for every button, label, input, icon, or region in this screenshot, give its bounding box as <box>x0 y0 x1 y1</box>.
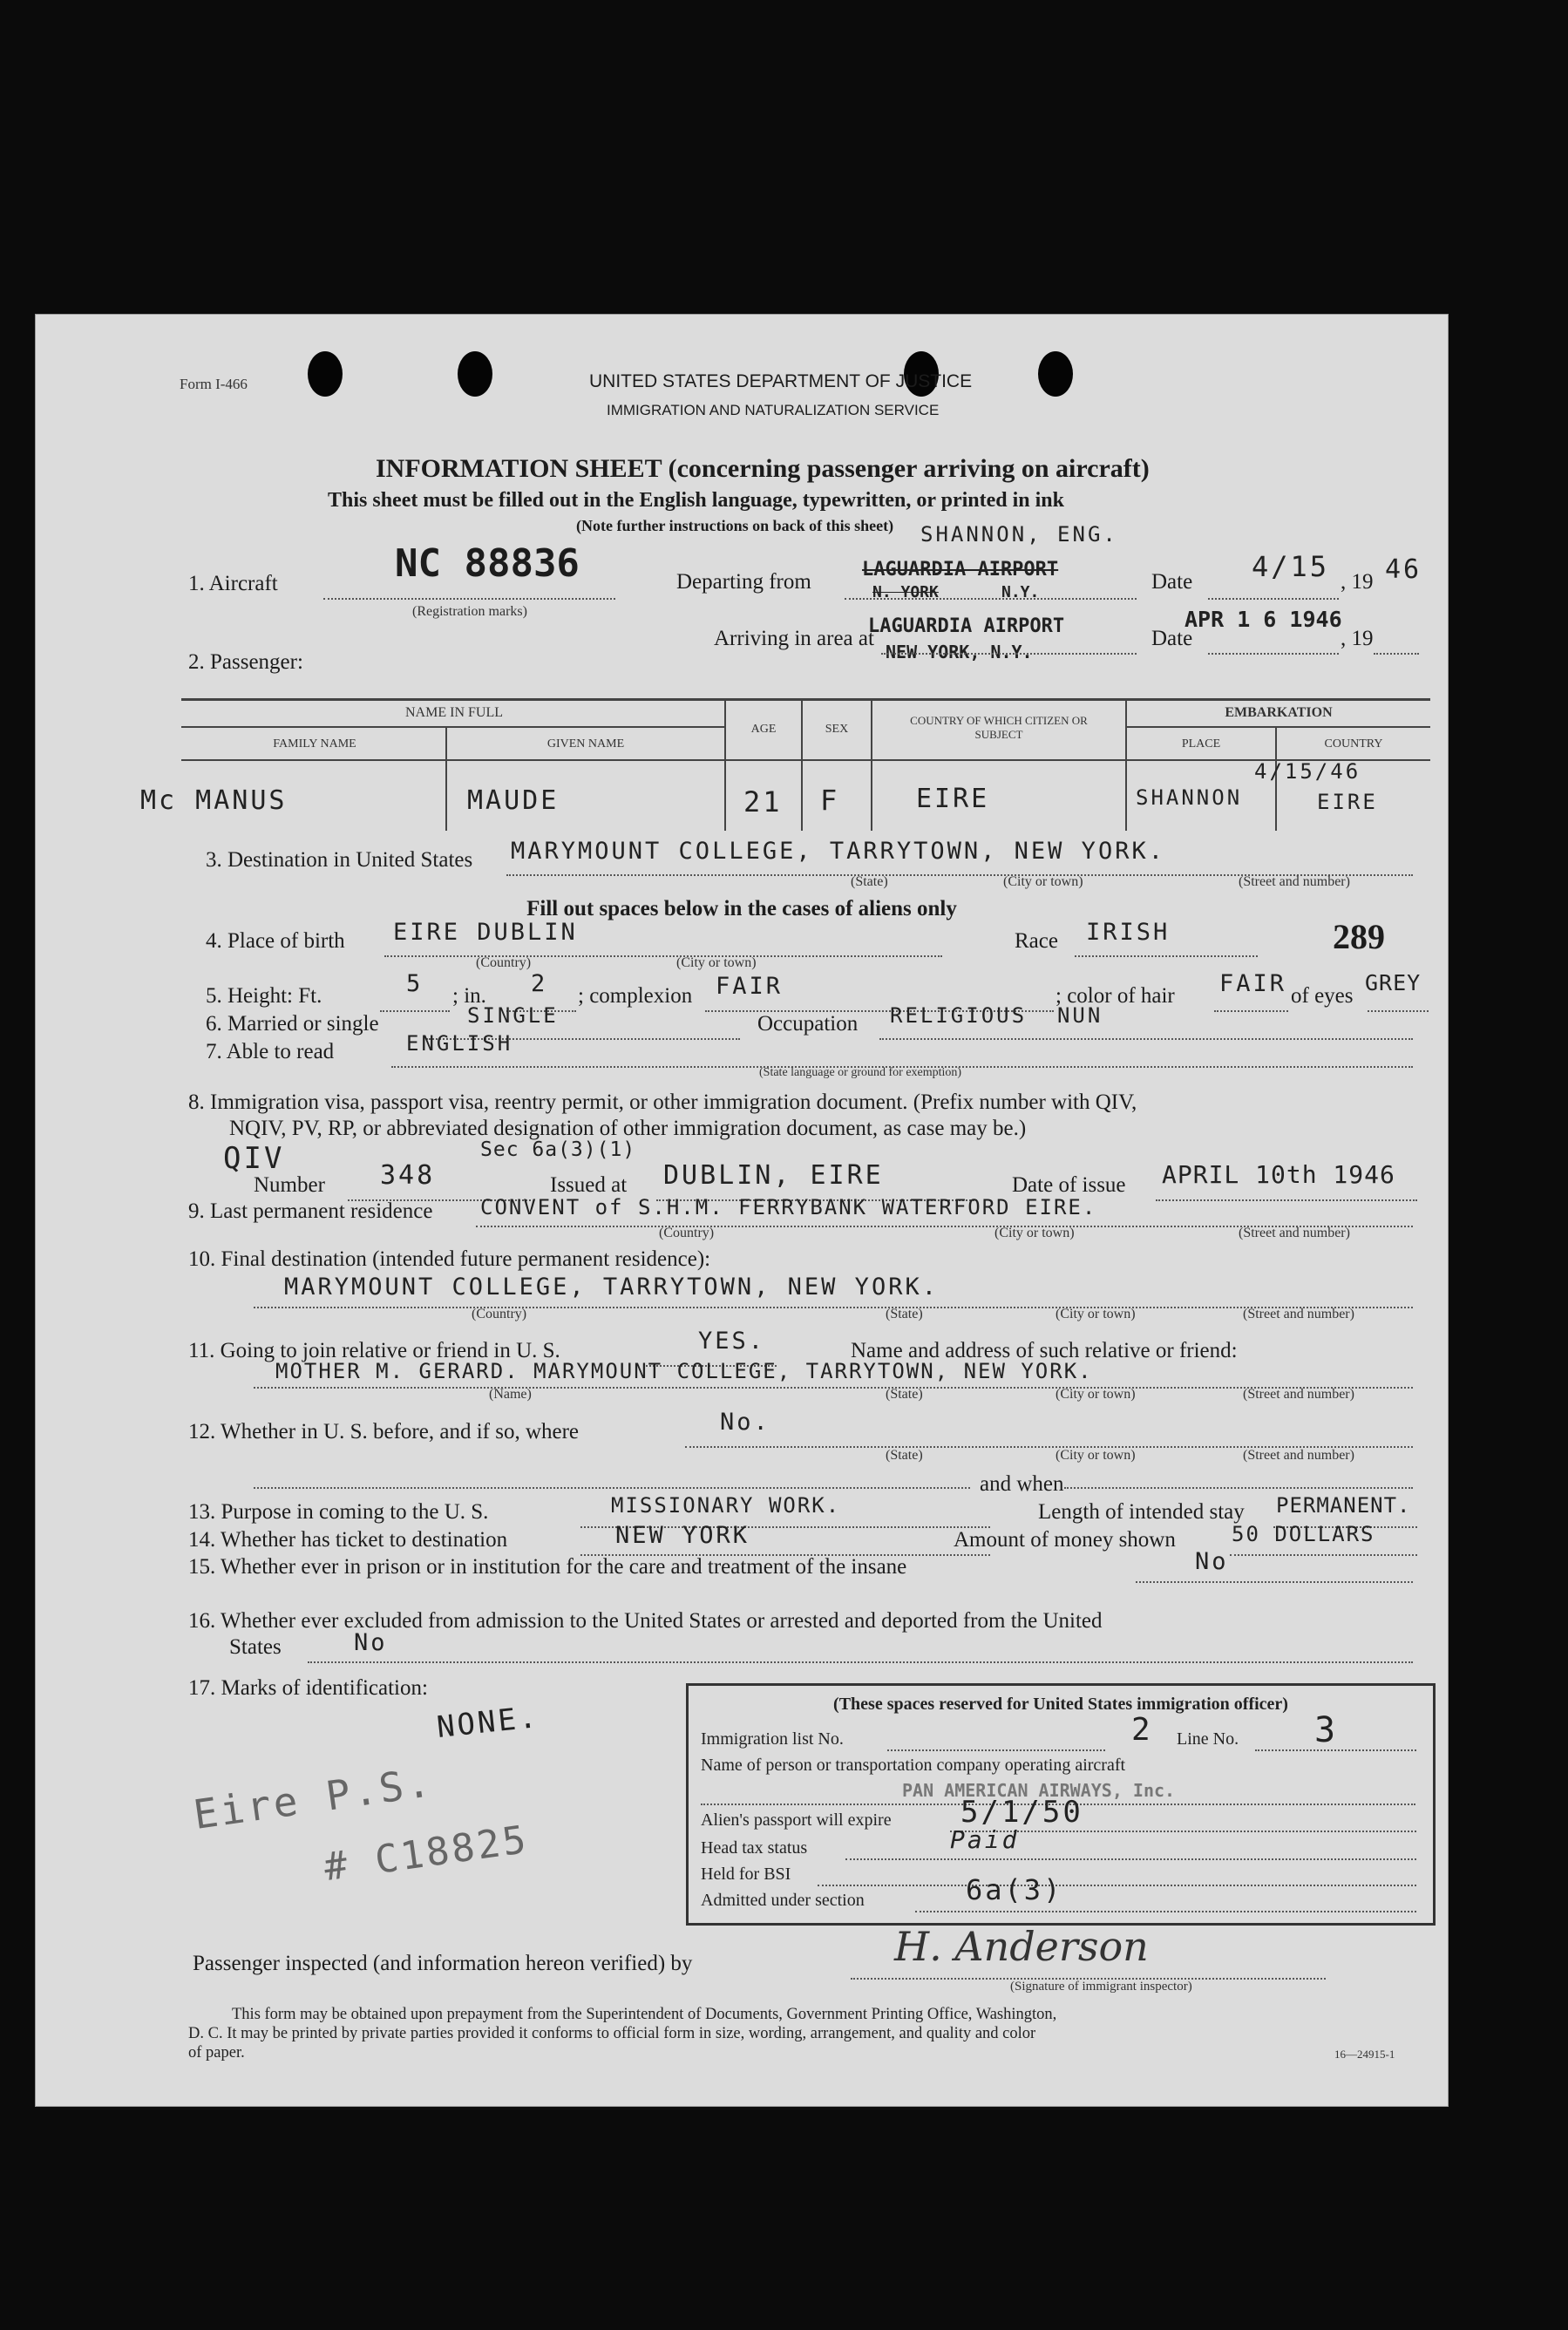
depart-date-label: Date <box>1151 570 1193 594</box>
departing-label: Departing from <box>676 570 811 594</box>
join-label: 11. Going to join relative or friend in U. S. <box>188 1339 560 1362</box>
registration-caption: (Registration marks) <box>412 604 527 619</box>
read-value: ENGLISH <box>406 1031 513 1056</box>
aircraft-line <box>323 598 615 600</box>
officer-tax-label: Head tax status <box>701 1838 808 1858</box>
officer-bsi-label: Held for BSI <box>701 1865 791 1884</box>
relative-cap-city: (City or town) <box>1056 1387 1136 1402</box>
hair-value: FAIR <box>1219 970 1287 997</box>
birthplace-cap-city: (City or town) <box>676 955 757 970</box>
married-value: SINGLE <box>467 1003 559 1028</box>
before-cap-street: (Street and number) <box>1243 1448 1354 1463</box>
inspected-label: Passenger inspected (and information hereon verified) by <box>193 1952 693 1975</box>
final-dest-cap-state: (State) <box>886 1307 923 1321</box>
complexion-label: ; complexion <box>578 984 693 1008</box>
purpose-value: MISSIONARY WORK. <box>611 1493 841 1518</box>
read-label: 7. Able to read <box>206 1040 335 1063</box>
cell-sex: F <box>820 784 840 817</box>
col-given-name: GIVEN NAME <box>546 737 625 751</box>
ticket-value: NEW YORK <box>615 1522 750 1549</box>
depart-date-line <box>1208 598 1339 600</box>
height-in-label: ; in. <box>452 984 486 1008</box>
departing-struck: LAGUARDIA AIRPORT <box>862 559 1059 581</box>
before-when-line <box>1064 1487 1413 1489</box>
before-label: 12. Whether in U. S. before, and if so, where <box>188 1420 580 1444</box>
arrive-year-prefix: , 19 <box>1341 627 1374 650</box>
punch-hole <box>1038 351 1073 397</box>
visa-issued-label: Issued at <box>550 1173 628 1197</box>
departing-ny: N.Y. <box>1001 583 1040 601</box>
before-cap-state: (State) <box>886 1448 923 1463</box>
before-value: No. <box>720 1409 770 1436</box>
officer-passport-value: 5/1/50 <box>960 1795 1083 1830</box>
married-label: 6. Married or single <box>206 1012 379 1036</box>
ticket-label: 14. Whether has ticket to destination <box>188 1528 508 1552</box>
visa-prefix: QIV <box>223 1141 285 1176</box>
destination-label: 3. Destination in United States <box>206 848 473 872</box>
col-sex: SEX <box>825 723 849 736</box>
height-ft-line <box>380 1010 450 1012</box>
relative-cap-street: (Street and number) <box>1243 1387 1354 1402</box>
race-value: IRISH <box>1086 919 1171 946</box>
residence-cap-street: (Street and number) <box>1239 1226 1350 1240</box>
officer-passport-label: Alien's passport will expire <box>701 1810 892 1830</box>
before-when-label: and when <box>980 1472 1064 1496</box>
purpose-label: 13. Purpose in coming to the U. S. <box>188 1500 489 1524</box>
marks-label: 17. Marks of identification: <box>188 1676 428 1700</box>
destination-cap-city: (City or town) <box>1003 874 1083 889</box>
officer-bsi-line <box>818 1885 1416 1886</box>
before-cap-city: (City or town) <box>1056 1448 1136 1463</box>
officer-operator-label: Name of person or transportation company operating aircraft <box>701 1756 1126 1775</box>
cell-given-name: MAUDE <box>467 785 560 816</box>
table-rule <box>181 726 724 728</box>
arrive-date-stamp: APR 1 6 1946 <box>1184 607 1342 632</box>
officer-tax-value: Paid <box>950 1825 1020 1854</box>
table-rule <box>724 698 726 831</box>
table-rule <box>871 698 872 831</box>
page-title: INFORMATION SHEET (concerning passenger arriving on aircraft) <box>376 454 1150 483</box>
hair-line <box>1214 1010 1288 1012</box>
marks-passport-note: Eire P.S. <box>190 1758 436 1838</box>
destination-value: MARYMOUNT COLLEGE, TARRYTOWN, NEW YORK. <box>511 838 1165 865</box>
relative-cap-name: (Name) <box>489 1387 532 1402</box>
officer-line-label: Line No. <box>1177 1729 1239 1749</box>
table-rule <box>181 759 1430 761</box>
stay-value: PERMANENT. <box>1276 1493 1411 1518</box>
destination-cap-street: (Street and number) <box>1239 874 1350 889</box>
eyes-label: of eyes <box>1291 984 1354 1008</box>
footer-line-1: This form may be obtained upon prepayment from the Superintendent of Documents, Government Printing Office, Washington, <box>232 2006 1057 2023</box>
final-dest-cap-city: (City or town) <box>1056 1307 1136 1321</box>
aircraft-label: 1. Aircraft <box>188 572 278 595</box>
arrive-date-line <box>1208 653 1339 655</box>
arriving-label: Arriving in area at <box>714 627 874 650</box>
destination-cap-state: (State) <box>851 874 888 889</box>
hair-label: ; color of hair <box>1056 984 1175 1008</box>
money-label: Amount of money shown <box>954 1528 1176 1552</box>
table-rule <box>1125 726 1430 728</box>
visa-section-note: Sec 6a(3)(1) <box>480 1138 636 1161</box>
cell-place: SHANNON <box>1136 785 1243 810</box>
departing-struck-2: N. YORK <box>872 583 939 601</box>
occupation-label: Occupation <box>757 1012 859 1036</box>
passenger-label: 2. Passenger: <box>188 650 303 674</box>
final-dest-value: MARYMOUNT COLLEGE, TARRYTOWN, NEW YORK. <box>284 1274 939 1301</box>
eyes-value: GREY <box>1365 970 1422 995</box>
before-where-line <box>254 1487 970 1489</box>
visa-label: 8. Immigration visa, passport visa, reentry permit, or other immigration document. (Prefix number with QIV, <box>188 1090 1137 1114</box>
residence-cap-city: (City or town) <box>994 1226 1075 1240</box>
cell-embark-date: 4/15/46 <box>1254 759 1361 784</box>
height-label: 5. Height: Ft. <box>206 984 322 1008</box>
occupation-value: RELIGIOUS NUN <box>890 1003 1103 1028</box>
relative-line <box>254 1387 1413 1389</box>
marks-passport-number: # C18825 <box>321 1817 532 1891</box>
stay-label: Length of intended stay <box>1038 1500 1245 1524</box>
punch-hole <box>308 351 343 397</box>
final-dest-line <box>254 1307 1413 1308</box>
birthplace-cap-country: (Country) <box>476 955 532 970</box>
arriving-line <box>881 653 1137 655</box>
height-in: 2 <box>531 970 548 997</box>
punch-hole <box>458 351 492 397</box>
officer-passport-line <box>950 1831 1416 1832</box>
col-place: PLACE <box>1181 737 1221 751</box>
race-line <box>1075 955 1258 957</box>
birthplace-line <box>384 955 942 957</box>
col-country-citizen: COUNTRY OF WHICH CITIZEN OR SUBJECT <box>910 714 1088 741</box>
table-rule <box>801 698 803 831</box>
col-age: AGE <box>750 723 777 736</box>
officer-tax-line <box>845 1858 1416 1860</box>
birthplace-value: EIRE DUBLIN <box>393 919 578 946</box>
residence-cap-country: (Country) <box>659 1226 715 1240</box>
col-name-in-full: NAME IN FULL <box>405 705 503 720</box>
officer-operator-value: PAN AMERICAN AIRWAYS, Inc. <box>902 1780 1176 1801</box>
eyes-line <box>1368 1010 1429 1012</box>
final-dest-label: 10. Final destination (intended future permanent residence): <box>188 1247 711 1271</box>
footer-line-2: D. C. It may be printed by private parties provided it conforms to official form in size, wording, arrangement, and quality and color <box>188 2025 1036 2042</box>
arrive-year-line <box>1374 653 1419 655</box>
inspected-caption: (Signature of immigrant inspector) <box>1010 1980 1192 1994</box>
join-name-label: Name and address of such relative or friend: <box>851 1339 1238 1362</box>
sheet-number: 289 <box>1333 917 1385 956</box>
officer-section-value: 6a(3) <box>966 1873 1063 1906</box>
aliens-only-header: Fill out spaces below in the cases of aliens only <box>526 897 957 920</box>
footer-code: 16—24915-1 <box>1334 2048 1395 2061</box>
depart-date-value: 4/15 <box>1252 550 1330 583</box>
prison-value: No <box>1195 1548 1229 1575</box>
instructions-note: (Note further instructions on back of this sheet) <box>576 517 894 534</box>
information-sheet <box>35 314 1449 2107</box>
cell-country: EIRE <box>1317 790 1378 814</box>
relative-cap-state: (State) <box>886 1387 923 1402</box>
officer-header: (These spaces reserved for United States immigration officer) <box>833 1695 1288 1714</box>
form-number: Form I-466 <box>180 376 248 392</box>
visa-date-label: Date of issue <box>1012 1173 1126 1197</box>
table-rule <box>181 698 1430 701</box>
excluded-line <box>308 1661 1413 1663</box>
service-name: IMMIGRATION AND NATURALIZATION SERVICE <box>607 402 940 418</box>
excluded-label-2: States <box>229 1635 282 1659</box>
col-embarkation: EMBARKATION <box>1225 705 1333 720</box>
race-label: Race <box>1015 929 1058 953</box>
officer-list-label: Immigration list No. <box>701 1729 844 1749</box>
read-caption: (State language or ground for exemption) <box>759 1066 962 1079</box>
residence-value: CONVENT of S.H.M. FERRYBANK WATERFORD EIRE. <box>480 1195 1097 1219</box>
officer-section-line <box>915 1911 1416 1912</box>
money-value: 50 DOLLARS <box>1232 1522 1375 1546</box>
cell-citizen: EIRE <box>916 784 990 814</box>
depart-year-prefix: , 19 <box>1341 570 1374 594</box>
visa-date-line <box>1156 1199 1417 1201</box>
agency-name: UNITED STATES DEPARTMENT OF JUSTICE <box>589 371 973 391</box>
officer-list-value: 2 <box>1131 1712 1153 1748</box>
complexion-value: FAIR <box>716 973 784 1000</box>
visa-issued: DUBLIN, EIRE <box>663 1160 884 1191</box>
aircraft-registration: NC 88836 <box>395 541 580 586</box>
visa-number-label: Number <box>254 1173 325 1197</box>
cell-age: 21 <box>743 785 783 819</box>
final-dest-cap-street: (Street and number) <box>1243 1307 1354 1321</box>
arriving-stamp-2: NEW YORK, N.Y. <box>886 642 1033 662</box>
final-dest-cap-country: (Country) <box>472 1307 527 1321</box>
marks-value: NONE. <box>435 1699 541 1746</box>
prison-line <box>1136 1581 1413 1583</box>
departing-handwritten: SHANNON, ENG. <box>920 522 1118 547</box>
occupation-line <box>879 1038 1413 1040</box>
officer-line-value: 3 <box>1314 1710 1339 1750</box>
relative-value: MOTHER M. GERARD. MARYMOUNT COLLEGE, TARRYTOWN, NEW YORK. <box>275 1359 1093 1383</box>
visa-date: APRIL 10th 1946 <box>1162 1160 1395 1189</box>
depart-year-value: 46 <box>1385 554 1422 585</box>
excluded-value: No <box>354 1629 388 1656</box>
cell-family-name: Mc MANUS <box>140 785 288 816</box>
col-family-name: FAMILY NAME <box>273 737 356 751</box>
arriving-stamp: LAGUARDIA AIRPORT <box>868 615 1065 637</box>
footer-line-3: of paper. <box>188 2044 245 2062</box>
visa-number: 348 <box>380 1160 436 1191</box>
officer-list-line <box>887 1749 1105 1751</box>
money-line <box>1230 1554 1417 1556</box>
page-subtitle: This sheet must be filled out in the English language, typewritten, or printed in ink <box>328 489 1064 512</box>
col-country: COUNTRY <box>1324 737 1383 751</box>
visa-label-2: NQIV, PV, RP, or abbreviated designation of other immigration document, as case may be.) <box>229 1117 1027 1140</box>
height-ft: 5 <box>406 970 424 997</box>
officer-section-label: Admitted under section <box>701 1891 865 1910</box>
join-value: YES. <box>698 1328 766 1355</box>
prison-label: 15. Whether ever in prison or in institution for the care and treatment of the insane <box>188 1555 907 1579</box>
excluded-label: 16. Whether ever excluded from admission to the United States or arrested and deported from the United <box>188 1609 1103 1633</box>
birthplace-label: 4. Place of birth <box>206 929 345 953</box>
arrive-date-label: Date <box>1151 627 1193 650</box>
inspector-signature: H. Anderson <box>894 1923 1149 1970</box>
residence-label: 9. Last permanent residence <box>188 1199 433 1223</box>
officer-box <box>686 1683 1436 1926</box>
